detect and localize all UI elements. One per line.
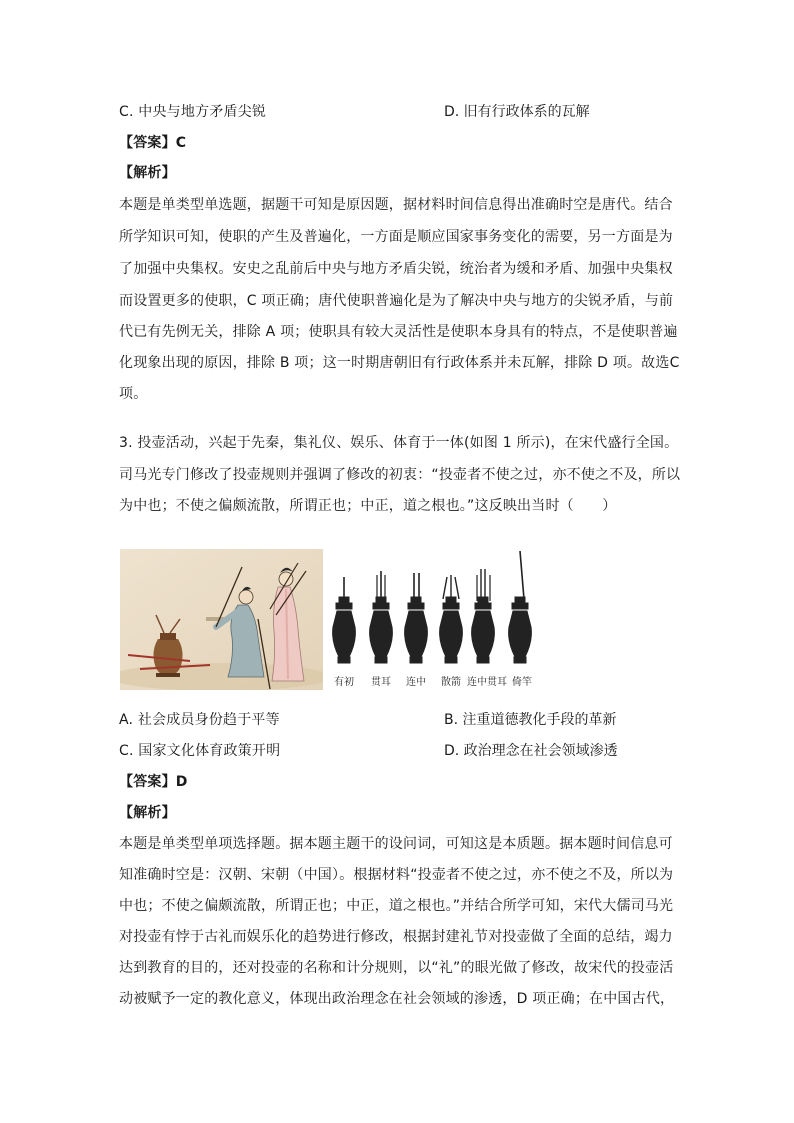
analysis-line: 知准确时空是：汉朝、宋朝（中国）。根据材料“投壶者不使之过，亦不使之不及，所以为: [119, 867, 674, 883]
figure-label: 倚竿: [512, 677, 532, 688]
option-a: A. 社会成员身份趋于平等: [119, 712, 280, 728]
option-c-prev: C. 中央与地方矛盾尖锐: [119, 104, 267, 120]
analysis-prev-line: 项。: [119, 386, 148, 402]
analysis-prev-line: 而设置更多的使职，C 项正确；唐代使职普遍化是为了解决中央与地方的尖锐矛盾，与前: [119, 293, 674, 309]
analysis-prev-line: 代已有先例无关，排除 A 项；使职具有较大灵活性是使职本身具有的特点，不是使职普遍: [119, 324, 678, 340]
option-d-prev: D. 旧有行政体系的瓦解: [444, 104, 590, 120]
analysis-line: 中也；不使之偏颇流散，所谓正也；中正，道之根也。”并结合所学可知，宋代大儒司马光: [119, 898, 674, 914]
analysis-line: 动被赋予一定的教化意义，体现出政治理念在社会领域的渗透，D 项正确；在中国古代，: [119, 991, 675, 1007]
touhu-scoring-diagram: [330, 549, 542, 691]
pot-lianzhong: [405, 573, 428, 663]
analysis-prev-line: 本题是单类型单选题，据题干可知是原因题，据材料时间信息得出准确时空是唐代。结合: [119, 197, 673, 213]
figure-label: 贯耳: [371, 677, 391, 688]
answer-label-prev: 【答案】C: [119, 135, 187, 151]
pot-youchu: [333, 577, 356, 663]
analysis-prev-line: 化现象出现的原因，排除 B 项；这一时期唐朝旧有行政体系并未瓦解，排除 D 项。故选C: [119, 355, 680, 371]
question3-stem-line: 为中也；不使之偏颇流散，所谓正也；中正，道之根也。”这反映出当时（ ）: [119, 498, 617, 514]
figure-label: 散箭: [441, 677, 461, 688]
figure-label: 连中贯耳: [467, 677, 507, 688]
touhu-figure: [120, 549, 540, 691]
pot-sanjian: [440, 575, 463, 663]
touhu-painting: [120, 549, 323, 690]
option-d: D. 政治理念在社会领域渗透: [444, 743, 618, 759]
analysis-prev-line: 所学知识可知，使职的产生及普遍化，一方面是顺应国家事务变化的需要，另一方面是为: [119, 229, 673, 245]
question3-stem-line: 司马光专门修改了投壶规则并强调了修改的初衷：“投壶者不使之过，亦不使之不及，所以: [119, 467, 681, 483]
option-b: B. 注重道德教化手段的革新: [444, 712, 617, 728]
pot-lianzhong-guaner: [472, 569, 495, 663]
analysis-line: 本题是单类型单项选择题。据本题主题干的设问词，可知这是本质题。据本题时间信息可: [119, 836, 673, 852]
answer-label: 【答案】D: [119, 774, 188, 790]
figure-label: 连中: [406, 677, 426, 688]
analysis-label: 【解析】: [119, 805, 176, 821]
analysis-label-prev: 【解析】: [119, 165, 176, 181]
question3-stem-line: 3. 投壶活动，兴起于先秦，集礼仪、娱乐、体育于一体(如图 1 所示)，在宋代盛行全国。: [119, 435, 679, 451]
analysis-line: 对投壶有悖于古礼而娱乐化的趋势进行修改，根据封建礼节对投壶做了全面的总结，竭力: [119, 929, 673, 945]
analysis-line: 达到教育的目的，还对投壶的名称和计分规则，以“礼”的眼光做了修改，故宋代的投壶活: [119, 960, 674, 976]
pot-guaner: [370, 571, 393, 663]
option-c: C. 国家文化体育政策开明: [119, 743, 281, 759]
analysis-prev-line: 了加强中央集权。安史之乱前后中央与地方矛盾尖锐，统治者为缓和矛盾、加强中央集权: [119, 261, 673, 277]
pot-yigan: [509, 551, 532, 663]
figure-label: 有初: [334, 677, 354, 688]
